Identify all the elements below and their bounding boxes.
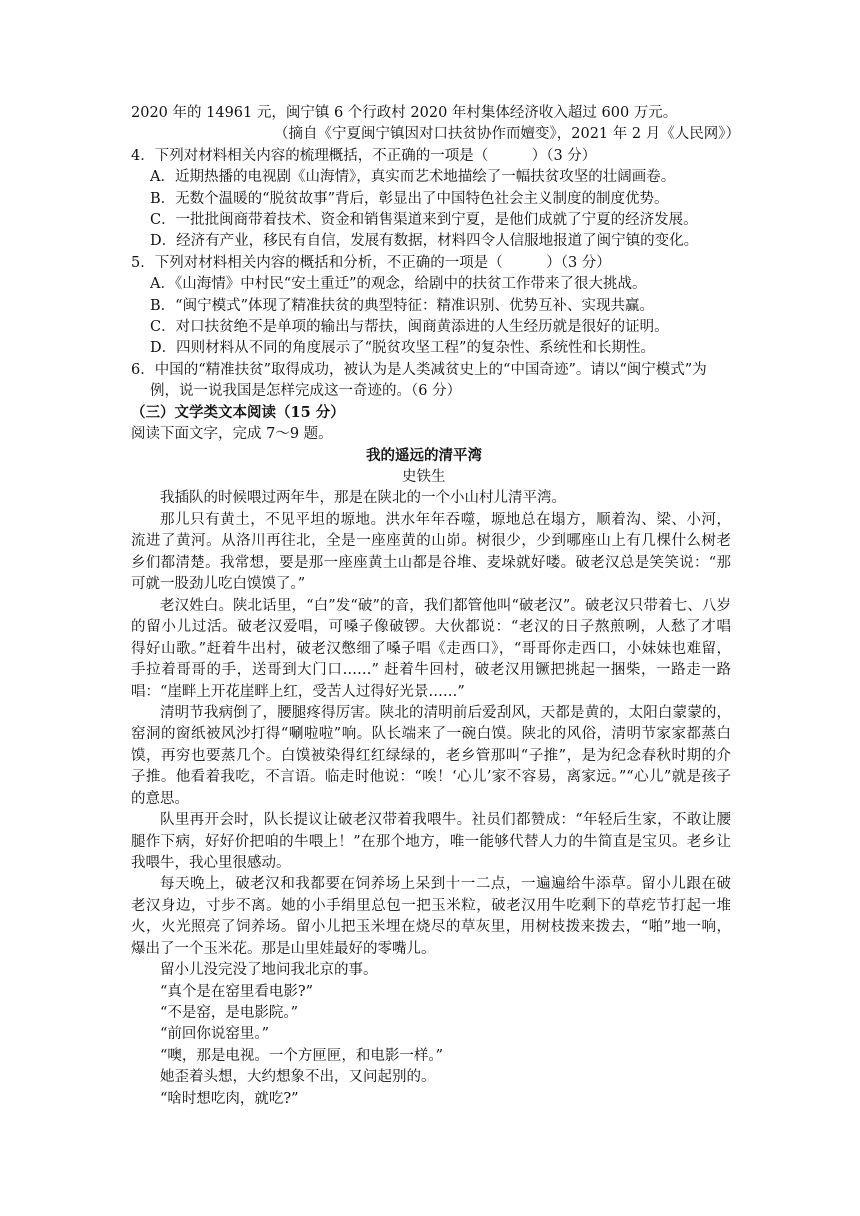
question-5-option-a: A．《山海情》中村民“安土重迁”的观念，给剧中的扶贫工作带来了很大挑战。 — [150, 276, 647, 292]
section-instruction: 阅读下面文字，完成 7～9 题。 — [131, 426, 333, 442]
dialogue-line: “噢，那是电视。一个方匣匣，和电影一样。” — [160, 1048, 444, 1064]
question-4-option-d: D．经济有产业，移民有自信，发展有数据，材料四令人信服地报道了闽宁镇的变化。 — [150, 233, 699, 249]
material-source: （摘自《宁夏闽宁镇因对口扶贫协作而嬗变》，2021 年 2 月《人民网》） — [274, 126, 740, 142]
paragraph-1-line: 我插队的时候喂过两年牛，那是在陕北的一个小山村儿清平湾。 — [160, 490, 566, 506]
section-heading: （三）文学类文本阅读（15 分） — [131, 404, 345, 421]
paragraph-5-line: 我喂牛，我心里很感动。 — [131, 855, 291, 871]
narration-line: 她歪着头想，大约想象不出，又问起别的。 — [160, 1069, 436, 1085]
paragraph-2-line: 流进了黄河。从洛川再往北，全是一座座黄的山峁。树很少，少到哪座山上有几棵什么树老 — [131, 533, 731, 549]
question-4-stem: 4．下列对材料相关内容的梳理概括，不正确的一项是（ ）（3 分） — [131, 148, 597, 164]
dialogue-line: “真个是在窑里看电影?” — [160, 984, 314, 1000]
question-5-option-c: C．对口扶贫绝不是单项的输出与帮扶，闽商黄添进的人生经历就是很好的证明。 — [150, 319, 669, 335]
dialogue-line: “不是窑，是电影院。” — [160, 1005, 299, 1021]
paragraph-3-line: 唱：“崖畔上开花崖畔上红，受苦人过得好光景……” — [131, 684, 465, 700]
question-4-option-a: A．近期热播的电视剧《山海情》，真实而艺术地描绘了一幅扶贫攻坚的壮阔画卷。 — [150, 169, 676, 185]
paragraph-2-line: 那儿只有黄土，不见平坦的塬地。洪水年年吞噬，塬地总在塌方，顺着沟、梁、小河， — [160, 512, 731, 528]
paragraph-3-line: 的留小儿过活。破老汉爱唱，可嗓子像破锣。大伙都说：“老汉的日子熬煎咧，人愁了才唱 — [131, 619, 731, 635]
question-5-stem: 5．下列对材料相关内容的概括和分析，不正确的一项是（ ）（3 分） — [131, 255, 611, 271]
paragraph-4-line: 的意思。 — [131, 791, 189, 807]
question-6-line-1: 6．中国的“精准扶贫”取得成功，被认为是人类减贫史上的“中国奇迹”。请以“闽宁模式”为 — [131, 362, 707, 378]
paragraph-3-line: 得好山歌。”赶着牛出村，破老汉憋细了嗓子唱《走西口》，“哥哥你走西口，小妹妹也难留， — [131, 641, 731, 657]
dialogue-line: “啥时想吃肉，就吃?” — [160, 1091, 299, 1107]
paragraph-2-line: 乡们都清楚。我常想，要是那一座座黄土山都是谷堆、麦垛就好喽。破老汉总是笑笑说：“那 — [131, 555, 731, 571]
paragraph-6-line: 爆出了一个玉米花。那是山里娃最好的零嘴儿。 — [131, 941, 436, 957]
paragraph-4-line: 子推。他看着我吃，不言语。临走时他说：“唉！‘心儿’家不容易，离家远。”“心儿”就是孩子 — [131, 769, 731, 785]
paragraph-3-line: 手拉着哥哥的手，送哥到大门口……” 赶着牛回村，破老汉用镢把挑起一捆柴，一路走一路 — [131, 662, 731, 678]
paragraph-4-line: 清明节我病倒了，腰腿疼得厉害。陕北的清明前后爱刮风，天都是黄的，太阳白蒙蒙的， — [160, 705, 731, 721]
article-title: 我的遥远的清平湾 — [366, 448, 482, 464]
dialogue-line: “前回你说窑里。” — [160, 1026, 270, 1042]
article-author: 史铁生 — [402, 469, 446, 485]
paragraph-4-line: 馍，再穷也要蒸几个。白馍被染得红红绿绿的，老乡管那叫“子推”，是为纪念春秋时期的介 — [131, 748, 731, 764]
paragraph-5-line: 腿作下病，好好价把咱的牛喂上！”在那个地方，唯一能够代替人力的牛简直是宝贝。老乡让 — [131, 834, 731, 850]
question-5-option-d: D．四则材料从不同的角度展示了“脱贫攻坚工程”的复杂性、系统性和长期性。 — [150, 340, 655, 356]
paragraph-6-line: 老汉身边，寸步不离。她的小手绢里总包一把玉米粒，破老汉用牛吃剩下的草疙节打起一堆 — [131, 898, 731, 914]
question-5-option-b: B．“闽宁模式”体现了精准扶贫的典型特征：精准识别、优势互补、实现共赢。 — [150, 298, 654, 314]
paragraph-3-line: 老汉姓白。陕北话里，“白”发“破”的音，我们都管他叫“破老汉”。破老汉只带着七、八岁 — [160, 598, 731, 614]
material-tail-line: 2020 年的 14961 元，闽宁镇 6 个行政村 2020 年村集体经济收入超过 600 万元。 — [131, 105, 678, 121]
paragraph-6-line: 每天晚上，破老汉和我都要在饲养场上呆到十一二点，一遍遍给牛添草。留小儿跟在破 — [160, 876, 731, 892]
question-4-option-b: B．无数个温暖的“脱贫故事”背后，彰显出了中国特色社会主义制度的制度优势。 — [150, 191, 669, 207]
paragraph-7-line: 留小儿没完没了地问我北京的事。 — [160, 962, 378, 978]
paragraph-2-line: 可就一股劲儿吃白馍馍了。” — [131, 576, 306, 592]
question-4-option-c: C．一批批闽商带着技术、资金和销售渠道来到宁夏，是他们成就了宁夏的经济发展。 — [150, 212, 698, 228]
paragraph-5-line: 队里再开会时，队长提议让破老汉带着我喂牛。社员们都赞成：“年轻后生家，不敢让腰 — [160, 812, 731, 828]
question-6-line-2: 例，说一说我国是怎样完成这一奇迹的。（6 分） — [150, 383, 462, 399]
paragraph-6-line: 火，火光照亮了饲养场。留小儿把玉米埋在烧尽的草灰里，用树枝拨来拨去，“啪”地一响， — [131, 919, 731, 935]
paragraph-4-line: 窑洞的窗纸被风沙打得“唰啦啦”响。队长端来了一碗白馍。陕北的风俗，清明节家家都蒸白 — [131, 726, 731, 742]
